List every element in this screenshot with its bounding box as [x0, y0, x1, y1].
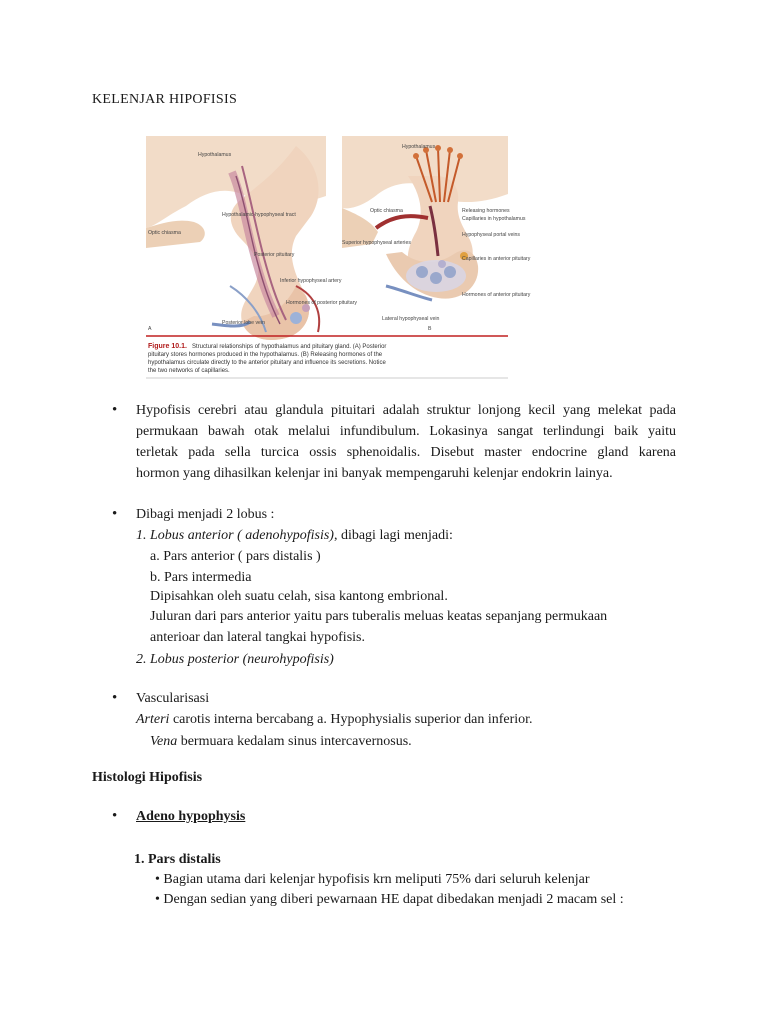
pars-distalis-item-text: Bagian utama dari kelenjar hypofisis krn meliputi 75% dari seluruh kelenjar: [163, 872, 590, 887]
pars-distalis-heading: 1. Pars distalis: [134, 852, 221, 867]
panel-a-label: Hypothalamic-hypophyseal tract: [222, 212, 296, 218]
para1-line: permukaan bawah otak melalui infundibulum. Lokasinya sangat terlindungi baik yaitu: [136, 424, 676, 439]
panel-b-label: Capillaries in hypothalamus: [462, 216, 526, 222]
para1-line: hormon yang dihasilkan kelenjar ini banyak mempengaruhi kelenjar endokrin lainya.: [136, 466, 613, 481]
panel-a-label: Hormones of posterior pituitary: [286, 300, 357, 306]
panel-a-letter: A: [148, 326, 152, 332]
panel-a-label: Posterior pituitary: [254, 252, 295, 258]
lobus-juluran: Juluran dari pars anterior yaitu pars tuberalis meluas keatas sepanjang permukaan: [150, 609, 608, 624]
panel-b-title: Hypothalamus: [402, 144, 436, 150]
panel-a-title: Hypothalamus: [198, 152, 232, 158]
panel-b-label: Releasing hormones: [462, 208, 510, 214]
lobus-anterior: [136, 525, 453, 546]
pars-distalis-item: [155, 889, 624, 910]
figure-caption-label: Figure 10.1.: [148, 343, 187, 350]
figure-caption-line: the two networks of capillaries.: [148, 368, 230, 374]
panel-b-label: Capillaries in anterior pituitary: [462, 256, 531, 262]
vena-label: Vena: [150, 734, 178, 749]
bullet-icon: •: [112, 402, 118, 418]
hypothalamus-pituitary-illustration: [146, 136, 531, 382]
arteri-label: Arteri: [136, 712, 170, 727]
bullet-icon: •: [112, 506, 118, 522]
lobus-sub-a: a. Pars anterior ( pars distalis ): [150, 549, 321, 564]
page-heading: KELENJAR HIPOFISIS: [92, 92, 238, 107]
histologi-heading: Histologi Hipofisis: [92, 770, 203, 785]
panel-b-letter: B: [428, 326, 432, 332]
bullet-icon: •: [112, 690, 118, 706]
vascular-title: Vascularisasi: [136, 691, 210, 706]
bullet-icon: •: [112, 808, 118, 824]
vena-text: bermuara kedalam sinus intercavernosus.: [177, 734, 412, 749]
panel-a-label: Posterior lobe vein: [222, 320, 265, 326]
pars-distalis-item-text: Dengan sedian yang diberi pewarnaan HE dapat dibedakan menjadi 2 macam sel :: [163, 892, 624, 907]
para1-line: Hypofisis cerebri atau glandula pituitari adalah struktur lonjong kecil yang melekat pada: [136, 403, 676, 418]
lobus-posterior: 2. Lobus posterior (neurohypofisis): [136, 652, 334, 667]
panel-b-label: Hypophyseal portal veins: [462, 232, 520, 238]
lobus-juluran: anterioar dan lateral tangkai hypofisis.: [150, 630, 365, 645]
lobus-separation: Dipisahkan oleh suatu celah, sisa kantong embrional.: [150, 589, 448, 604]
bullet-icon: •: [155, 872, 160, 887]
lobus-anterior-rest: , dibagi lagi menjadi:: [333, 528, 453, 543]
figure-caption-line: pituitary stores hormones produced in the hypothalamus. (B) Releasing hormones of the: [148, 352, 383, 358]
panel-b-label: Optic chiasma: [370, 208, 403, 214]
pars-distalis-item: [155, 869, 590, 890]
panel-b-label: Hormones of anterior pituitary: [462, 292, 531, 298]
panel-a-label: Optic chiasma: [148, 230, 181, 236]
panel-b-label: Superior hypophyseal arteries: [342, 240, 411, 246]
bullet-icon: •: [155, 892, 160, 907]
anatomy-figure: [146, 136, 531, 382]
adeno-heading: Adeno hypophysis: [136, 809, 246, 824]
lobus-intro: Dibagi menjadi 2 lobus :: [136, 507, 275, 522]
lobus-sub-b: b. Pars intermedia: [150, 570, 252, 585]
panel-b-label: Lateral hypophyseal vein: [382, 316, 440, 322]
vascular-vena: [150, 731, 412, 752]
arteri-text: carotis interna bercabang a. Hypophysialis superior dan inferior.: [169, 712, 533, 727]
figure-caption-line: Structural relationships of hypothalamus and pituitary gland. (A) Posterior: [192, 344, 387, 350]
lobus-anterior-title: 1. Lobus anterior ( adenohypofisis): [136, 528, 334, 543]
panel-a-label: Inferior hypophyseal artery: [280, 278, 342, 284]
figure-caption-line: hypothalamus circulate directly to the anterior pituitary and influence its secretions. Notice: [148, 360, 386, 366]
para1-line: terletak pada sella turcica ossis sphenoidalis. Disebut master endocrine gland karena: [136, 445, 676, 460]
vascular-arteri: [136, 709, 533, 730]
